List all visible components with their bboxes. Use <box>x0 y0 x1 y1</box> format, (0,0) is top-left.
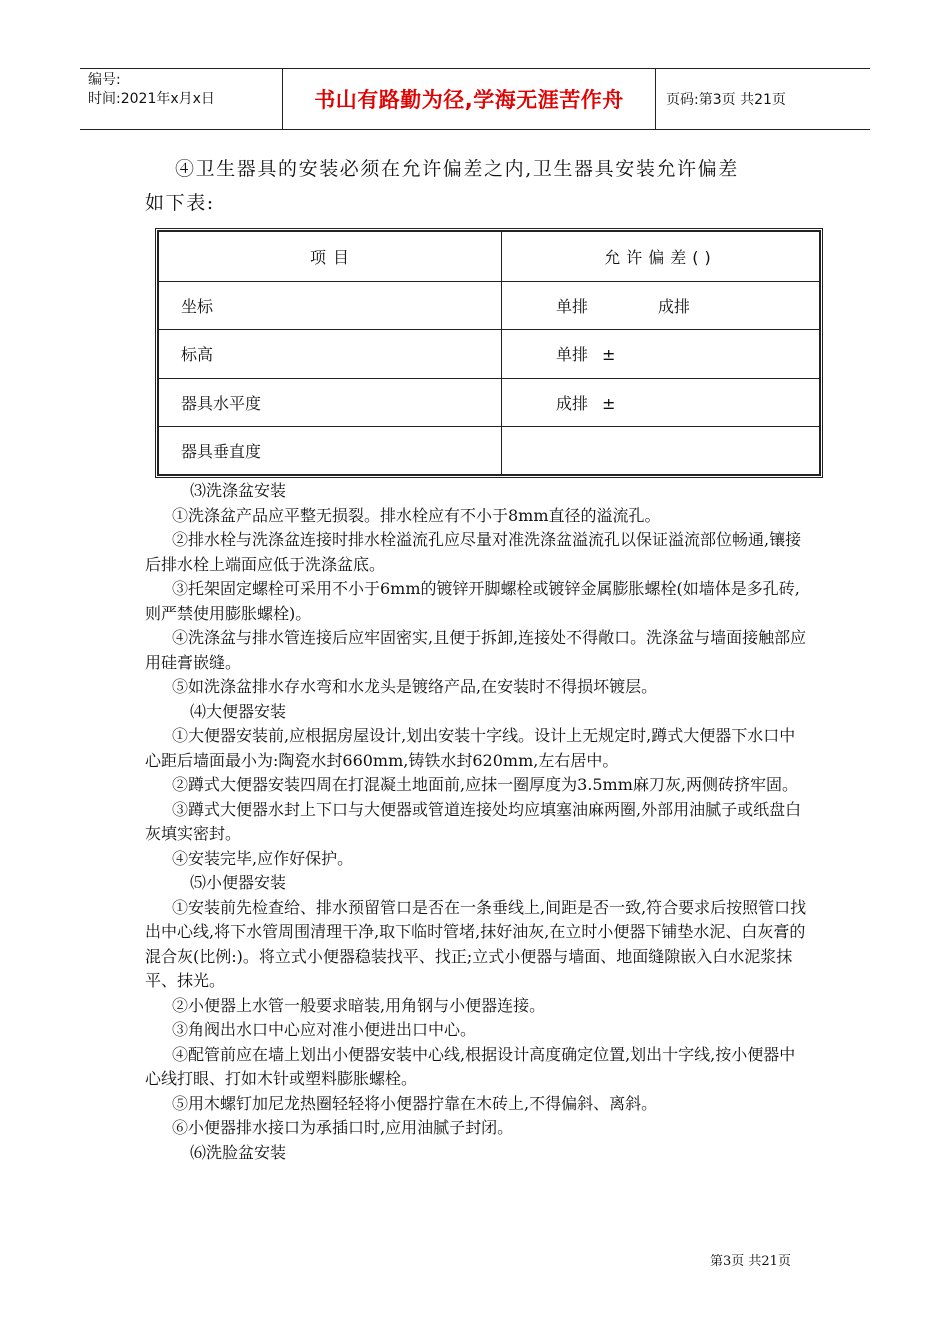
body-paragraph: ⑤如洗涤盆排水存水弯和水龙头是镀络产品,在安装时不得损坏镀层。 <box>172 677 658 696</box>
page-footer: 第3页 共21页 <box>710 1254 791 1269</box>
intro-line-1: ④卫生器具的安装必须在允许偏差之内,卫生器具安装允许偏差 <box>175 158 739 180</box>
body-paragraph: ①安装前先检查给、排水预留管口是否在一条垂线上,间距是否一致,符合要求后按照管口找出中心线,将下水管周围清理干净,取下临时管堵,抹好油灰,在立时小便器下铺垫水泥、白灰膏的混合灰(比例:)。将立式小便器稳装找平、找正;立式小便器与墙面、地面缝隙嵌入白水泥浆抹平、抹光。 <box>145 897 807 990</box>
value-part: 成排 <box>658 297 691 317</box>
body-paragraph: ③托架固定螺栓可采用不小于6mm的镀锌开脚螺栓或镀锌金属膨胀螺栓(如墙体是多孔砖,则严禁使用膨胀螺栓)。 <box>145 579 800 623</box>
header-meta <box>80 69 283 129</box>
body-paragraph: ①洗涤盆产品应平整无损裂。排水栓应有不小于8mm直径的溢流孔。 <box>172 505 661 525</box>
section-heading: ⑹洗脸盆安装 <box>190 1142 287 1162</box>
body-paragraph: ②排水栓与洗涤盆连接时排水栓溢流孔应尽量对准洗涤盆溢流孔以保证溢流部位畅通,镶接后排水栓上端面应低于洗涤盆底。 <box>145 530 802 574</box>
body-paragraph: ②小便器上水管一般要求暗装,用角钢与小便器连接。 <box>172 995 546 1015</box>
value-part: 单排 <box>556 297 589 317</box>
body-paragraph: ③角阀出水口中心应对准小便进出口中心。 <box>172 1020 477 1039</box>
section-heading: ⑸小便器安装 <box>190 873 287 892</box>
value-part: 成排 <box>556 393 589 413</box>
body-paragraph: ④安装完毕,应作好保护。 <box>172 848 354 868</box>
table-cell-value <box>502 426 820 474</box>
table-cell-item: 器具垂直度 <box>159 426 502 474</box>
table-row <box>159 426 820 474</box>
value-part: 单排 <box>556 345 589 365</box>
table-header-row <box>159 232 820 282</box>
header-motto: 书山有路勤为径,学海无涯苦作舟 <box>283 69 656 129</box>
table-header-item: 项 目 <box>159 232 502 282</box>
table-cell-value <box>502 378 820 426</box>
table-cell-value <box>502 282 820 330</box>
value-part: ± <box>602 345 616 365</box>
body-text <box>145 479 810 1165</box>
header-page: 页码:第3页 共21页 <box>666 92 786 108</box>
table-row <box>159 378 820 426</box>
intro-paragraph <box>145 152 810 220</box>
page-header <box>80 68 870 130</box>
table-cell-value <box>502 330 820 378</box>
body-paragraph: ⑥小便器排水接口为承插口时,应用油腻子封闭。 <box>172 1118 514 1137</box>
header-number: 编号: <box>88 72 121 88</box>
table-cell-item: 坐标 <box>159 282 502 330</box>
body-paragraph: ④洗涤盆与排水管连接后应牢固密实,且便于拆卸,连接处不得敞口。洗涤盆与墙面接触部应用硅膏嵌缝。 <box>145 628 807 672</box>
body-paragraph: ④配管前应在墙上划出小便器安装中心线,根据设计高度确定位置,划出十字线,按小便器中心线打眼、打如木针或塑料膨胀螺栓。 <box>145 1044 796 1088</box>
header-time: 时间:2021年x月x日 <box>88 91 215 107</box>
section-heading: ⑶洗涤盆安装 <box>190 481 287 500</box>
table-row <box>159 282 820 330</box>
section-heading: ⑷大便器安装 <box>190 701 287 721</box>
body-paragraph: ⑤用木螺钉加尼龙热圈轻轻将小便器拧靠在木砖上,不得偏斜、离斜。 <box>172 1093 658 1113</box>
value-part: ± <box>602 393 616 413</box>
body-paragraph: ①大便器安装前,应根据房屋设计,划出安装十字线。设计上无规定时,蹲式大便器下水口中心距后墙面最小为:陶瓷水封660mm,铸铁水封620mm,左右居中。 <box>145 726 796 770</box>
tolerance-table <box>155 228 823 478</box>
table-cell-item: 标高 <box>159 330 502 378</box>
table-row <box>159 330 820 378</box>
intro-line-2: 如下表: <box>145 192 215 214</box>
body-paragraph: ②蹲式大便器安装四周在打混凝土地面前,应抹一圈厚度为3.5mm麻刀灰,两侧砖挤牢固。 <box>172 775 798 794</box>
table-cell-item: 器具水平度 <box>159 378 502 426</box>
body-paragraph: ③蹲式大便器水封上下口与大便器或管道连接处均应填塞油麻两圈,外部用油腻子或纸盘白灰填实密封。 <box>145 799 802 843</box>
table-header-tolerance: 允许偏差() <box>502 232 820 282</box>
